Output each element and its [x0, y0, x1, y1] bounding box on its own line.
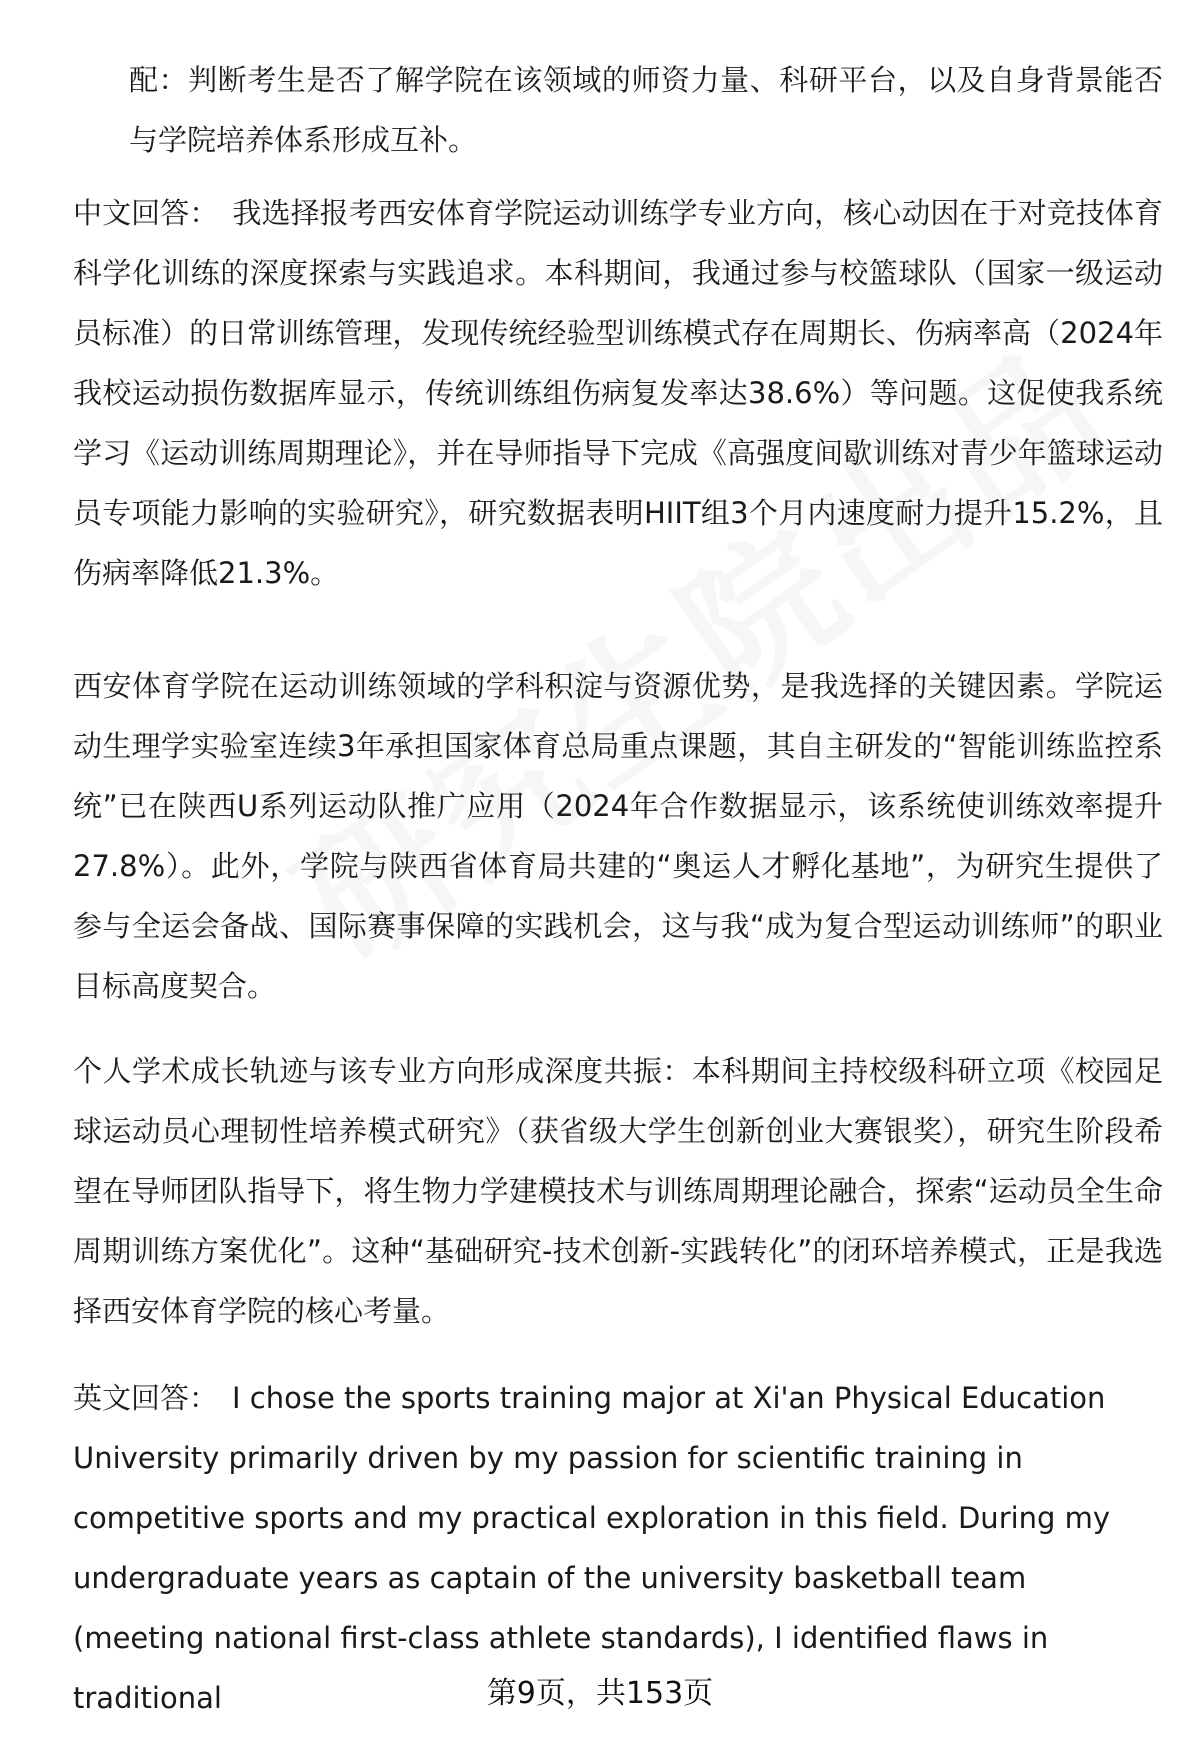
chinese-answer-text: 我选择报考西安体育学院运动训练学专业方向，核心动因在于对竞技体育科学化训练的深度探索与实践追求。本科期间，我通过参与校篮球队（国家一级运动员标准）的日常训练管理，发现传统经验型训练模式存在周期长、伤病率高（2024年我校运动损伤数据库显示，传统训练组伤病复发率达38.6%）等问题。这促使我系统学习《运动训练周期理论》，并在导师指导下完成《高强度间歇训练对青少年篮球运动员专项能力影响的实验研究》，研究数据表明HIIT组3个月内速度耐力提升15.2%，且伤病率降低21.3%。 [73, 196, 1163, 590]
paragraph-chinese-answer [73, 183, 1163, 603]
paragraph-academic-growth: 个人学术成长轨迹与该专业方向形成深度共振：本科期间主持校级科研立项《校园足球运动员心理韧性培养模式研究》（获省级大学生创新创业大赛银奖），研究生阶段希望在导师团队指导下，将生物力学建模技术与训练周期理论融合，探索“运动员全生命周期训练方案优化”。这种“基础研究-技术创新-实践转化”的闭环培养模式，正是我选择西安体育学院的核心考量。 [73, 1054, 1163, 1328]
page-number-footer: 第9页，共153页 [486, 1676, 714, 1711]
english-answer-text: I chose the sports training major at Xi'an Physical Education University primarily driven by my passion for scientific training in competitive sports and my practical exploration in this field. During my undergraduate years as captain of the university basketball team (meeting national first-class athlete standards), I identified flaws in traditional [73, 1381, 1111, 1715]
paragraph-institution-advantages: 西安体育学院在运动训练领域的学科积淀与资源优势，是我选择的关键因素。学院运动生理学实验室连续3年承担国家体育总局重点课题，其自主研发的“智能训练监控系统”已在陕西U系列运动队推广应用（2024年合作数据显示，该系统使训练效率提升27.8%）。此外，学院与陕西省体育局共建的“奥运人才孵化基地”，为研究生提供了参与全运会备战、国际赛事保障的实践机会，这与我“成为复合型运动训练师”的职业目标高度契合。 [73, 669, 1163, 1003]
english-answer-label: 英文回答： [73, 1381, 219, 1415]
chinese-answer-label: 中文回答： [73, 196, 219, 230]
paragraph-intro: 配：判断考生是否了解学院在该领域的师资力量、科研平台，以及自身背景能否与学院培养体系形成互补。 [129, 63, 1163, 157]
